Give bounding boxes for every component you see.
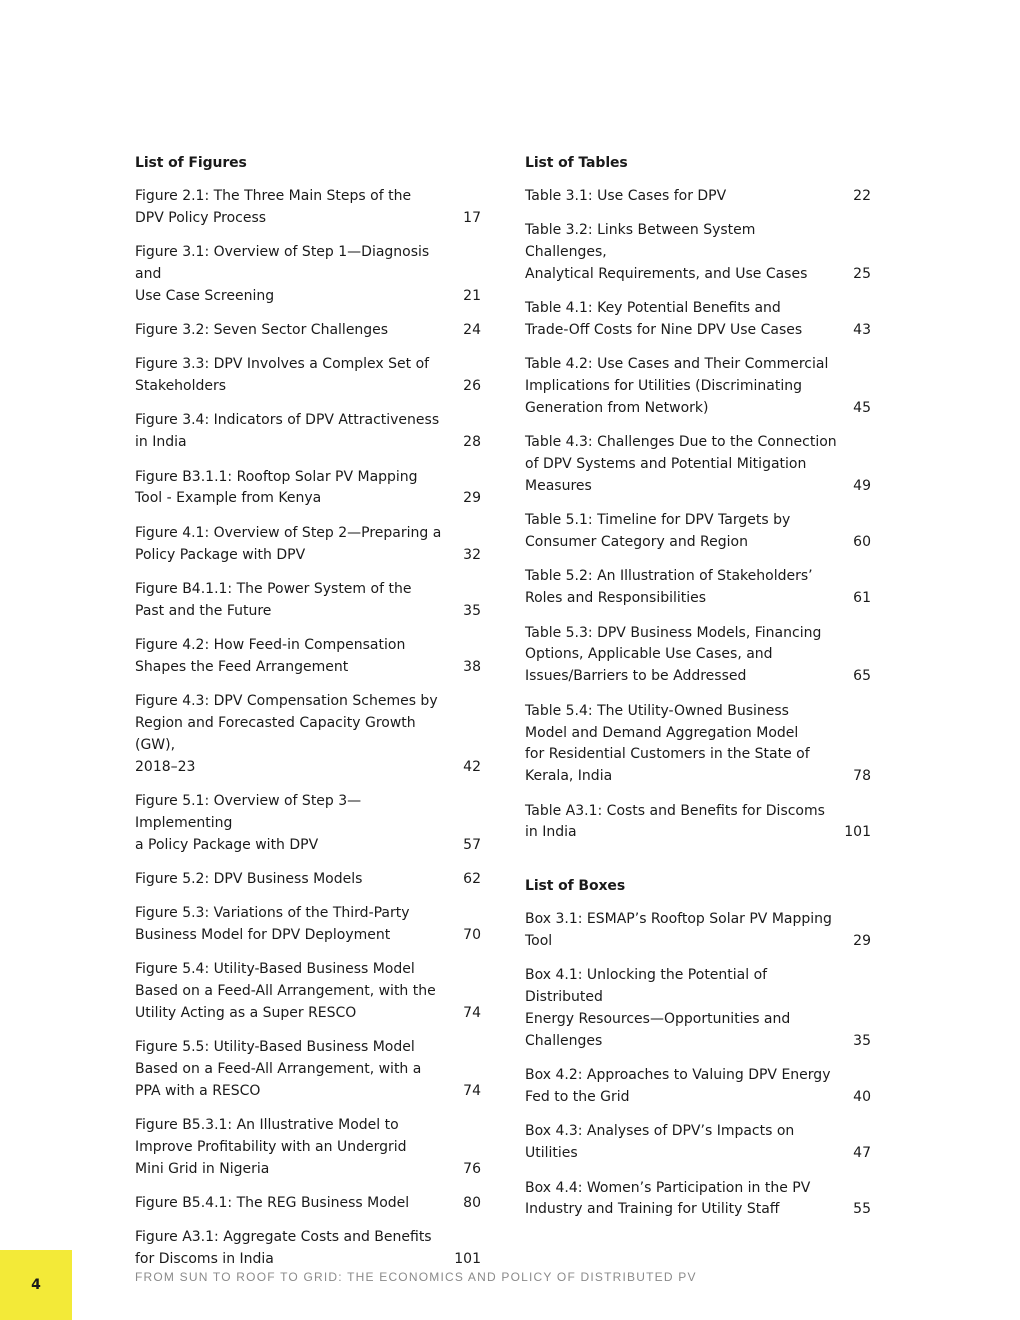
entry-title-line: Figure B4.1.1: The Power System of the: [135, 580, 412, 597]
entry-page-number: 25: [853, 266, 871, 283]
table-entry[interactable]: [525, 801, 871, 845]
entry-title-line: Region and Forecasted Capacity Growth (GW),: [135, 714, 416, 753]
entry-page-number: 60: [853, 534, 871, 551]
box-entry[interactable]: [525, 965, 871, 1053]
entry-title-line: Tool - Example from Kenya: [135, 490, 322, 507]
entry-title: [135, 242, 455, 308]
figure-entry[interactable]: [135, 467, 481, 511]
entry-title-line: Table 5.3: DPV Business Models, Financing: [525, 624, 822, 641]
entry-title-line: Tool: [525, 933, 553, 950]
entry-title-line: Figure B5.4.1: The REG Business Model: [135, 1195, 410, 1212]
entry-page-number: 101: [454, 1251, 481, 1268]
entry-title-line: Figure 5.5: Utility-Based Business Model: [135, 1039, 415, 1056]
figure-entry[interactable]: [135, 523, 481, 567]
entry-title: [135, 320, 455, 342]
entry-page-number: 47: [853, 1145, 871, 1162]
figure-entry[interactable]: [135, 1227, 481, 1271]
entry-page-number: 42: [463, 758, 481, 775]
entry-title-line: Based on a Feed-All Arrangement, with the: [135, 983, 436, 1000]
entry-page-number: 38: [463, 658, 481, 675]
entry-title: [135, 579, 455, 623]
list-of-figures-heading: List of Figures: [135, 155, 247, 171]
entry-page-number: 45: [853, 400, 871, 417]
entry-title: [135, 523, 455, 567]
entry-title-line: Consumer Category and Region: [525, 534, 748, 551]
entry-title-line: Table 5.1: Timeline for DPV Targets by: [525, 512, 791, 529]
entry-page-number: 32: [463, 546, 481, 563]
entry-page-number: 57: [463, 836, 481, 853]
table-entry[interactable]: [525, 701, 871, 789]
figure-entry[interactable]: [135, 410, 481, 454]
entry-title: [135, 691, 455, 779]
entry-page-number: 49: [853, 478, 871, 495]
entry-page-number: 80: [463, 1195, 481, 1212]
entry-title-line: in India: [525, 824, 577, 841]
entry-title-line: Table 4.1: Key Potential Benefits and: [525, 300, 781, 317]
entry-title-line: Use Case Screening: [135, 287, 275, 304]
entry-title-line: Roles and Responsibilities: [525, 590, 707, 607]
figure-entry[interactable]: [135, 1115, 481, 1181]
entry-page-number: 17: [463, 209, 481, 226]
entry-page-number: 24: [463, 322, 481, 339]
entry-title-line: Figure 4.2: How Feed-in Compensation: [135, 636, 406, 653]
entry-title-line: Figure A3.1: Aggregate Costs and Benefits: [135, 1229, 432, 1246]
entry-title: [135, 410, 455, 454]
entry-title-line: Utility Acting as a Super RESCO: [135, 1005, 357, 1022]
running-title: FROM SUN TO ROOF TO GRID: THE ECONOMICS AND POLICY OF DISTRIBUTED PV: [135, 1270, 697, 1284]
entry-title-line: Figure 3.3: DPV Involves a Complex Set of: [135, 356, 430, 373]
entry-title: [135, 467, 455, 511]
entry-title-line: Measures: [525, 478, 592, 495]
table-entry[interactable]: [525, 186, 871, 208]
entry-title-line: Policy Package with DPV: [135, 546, 306, 563]
entry-title-line: Issues/Barriers to be Addressed: [525, 668, 747, 685]
entry-title: [135, 186, 455, 230]
entry-title: [525, 1065, 845, 1109]
entry-title: [135, 635, 455, 679]
entry-page-number: 40: [853, 1089, 871, 1106]
entry-page-number: 21: [463, 287, 481, 304]
figure-entry[interactable]: [135, 691, 481, 779]
entry-title-line: Table 3.2: Links Between System Challenges,: [525, 222, 756, 261]
figure-entry[interactable]: [135, 354, 481, 398]
entry-page-number: 78: [853, 768, 871, 785]
entry-title-line: Analytical Requirements, and Use Cases: [525, 266, 808, 283]
entry-page-number: 70: [463, 927, 481, 944]
entry-title-line: Figure 5.3: Variations of the Third-Party: [135, 905, 410, 922]
entry-title-line: Business Model for DPV Deployment: [135, 927, 391, 944]
entry-title-line: Figure 4.1: Overview of Step 2—Preparing a: [135, 524, 442, 541]
left-column: [135, 152, 481, 1284]
entry-title-line: Figure 3.1: Overview of Step 1—Diagnosis and: [135, 244, 430, 283]
box-entry[interactable]: [525, 1178, 871, 1222]
entry-title: [525, 909, 845, 953]
entry-title-line: Fed to the Grid: [525, 1089, 630, 1106]
entry-title: [135, 903, 455, 947]
entry-page-number: 76: [463, 1161, 481, 1178]
figure-entry[interactable]: [135, 1193, 481, 1215]
entry-title-line: Figure B3.1.1: Rooftop Solar PV Mapping: [135, 468, 418, 485]
entry-title-line: Box 4.2: Approaches to Valuing DPV Energy: [525, 1067, 831, 1084]
figure-entry[interactable]: [135, 869, 481, 891]
figure-entry[interactable]: [135, 242, 481, 308]
entry-title-line: 2018–23: [135, 758, 196, 775]
entry-title: [525, 1121, 845, 1165]
entry-title: [525, 220, 845, 286]
entry-page-number: 35: [463, 602, 481, 619]
entry-title: [135, 1193, 455, 1215]
entry-title-line: for Residential Customers in the State of: [525, 746, 810, 763]
entry-title-line: PPA with a RESCO: [135, 1083, 261, 1100]
figure-entry[interactable]: [135, 579, 481, 623]
entry-page-number: 74: [463, 1005, 481, 1022]
entry-title-line: Generation from Network): [525, 400, 709, 417]
entry-title-line: Trade-Off Costs for Nine DPV Use Cases: [525, 322, 803, 339]
entry-title: [525, 965, 845, 1053]
entry-title-line: Figure B5.3.1: An Illustrative Model to: [135, 1117, 399, 1134]
entry-page-number: 55: [853, 1201, 871, 1218]
entry-page-number: 101: [844, 824, 871, 841]
entry-title-line: Based on a Feed-All Arrangement, with a: [135, 1061, 422, 1078]
boxes-list: [525, 909, 871, 1221]
entry-title-line: Box 4.1: Unlocking the Potential of Distributed: [525, 967, 768, 1006]
entry-title-line: Figure 3.4: Indicators of DPV Attractiveness: [135, 412, 440, 429]
entry-title: [135, 869, 455, 891]
figures-list: [135, 186, 481, 1271]
entry-title-line: Figure 4.3: DPV Compensation Schemes by: [135, 692, 438, 709]
entry-title-line: Model and Demand Aggregation Model: [525, 724, 799, 741]
entry-page-number: 62: [463, 870, 481, 887]
page-number-tab: [0, 1250, 72, 1320]
entry-title-line: Figure 5.2: DPV Business Models: [135, 870, 363, 887]
entry-title-line: in India: [135, 434, 187, 451]
table-entry[interactable]: [525, 432, 871, 498]
table-entry[interactable]: [525, 623, 871, 689]
entry-title: [525, 510, 845, 554]
list-of-boxes-heading: List of Boxes: [525, 878, 626, 895]
entry-title-line: of DPV Systems and Potential Mitigation: [525, 456, 807, 473]
entry-title: [525, 432, 845, 498]
entry-title-line: Industry and Training for Utility Staff: [525, 1201, 780, 1218]
entry-page-number: 29: [463, 490, 481, 507]
entry-page-number: 35: [853, 1033, 871, 1050]
table-entry[interactable]: [525, 566, 871, 610]
entry-title-line: Challenges: [525, 1033, 603, 1050]
entry-title: [135, 959, 455, 1025]
entry-page-number: 29: [853, 933, 871, 950]
entry-title-line: Table 5.2: An Illustration of Stakeholders’: [525, 568, 813, 585]
tables-list: [525, 186, 871, 844]
entry-title: [525, 701, 845, 789]
list-of-tables-heading: List of Tables: [525, 155, 628, 171]
entry-title-line: Improve Profitability with an Undergrid: [135, 1139, 407, 1156]
entry-page-number: 65: [853, 668, 871, 685]
entry-title-line: Table 5.4: The Utility-Owned Business: [525, 702, 789, 719]
entry-title: [135, 1115, 455, 1181]
entry-title-line: Past and the Future: [135, 602, 272, 619]
box-entry[interactable]: [525, 1121, 871, 1165]
box-entry[interactable]: [525, 909, 871, 953]
entry-title-line: Energy Resources—Opportunities and: [525, 1011, 791, 1028]
entry-title: [135, 791, 455, 857]
figure-entry[interactable]: [135, 186, 481, 230]
table-entry[interactable]: [525, 354, 871, 420]
page-number: 4: [31, 1277, 41, 1293]
entry-title: [525, 566, 845, 610]
entry-page-number: 22: [853, 188, 871, 204]
entry-title: [135, 1037, 455, 1103]
right-column: [525, 152, 871, 1234]
entry-title-line: Implications for Utilities (Discriminating: [525, 378, 802, 395]
entry-title-line: Figure 5.1: Overview of Step 3—Implementing: [135, 792, 362, 831]
entry-title: [525, 354, 845, 420]
entry-title: [135, 354, 455, 398]
entry-title-line: DPV Policy Process: [135, 209, 267, 226]
entry-page-number: 43: [853, 322, 871, 339]
entry-title-line: Figure 5.4: Utility-Based Business Model: [135, 961, 415, 978]
entry-title-line: Table A3.1: Costs and Benefits for Discoms: [525, 802, 825, 819]
entry-title-line: Table 3.1: Use Cases for DPV: [525, 188, 727, 204]
entry-title-line: Table 4.3: Challenges Due to the Connection: [525, 434, 837, 451]
figure-entry[interactable]: [135, 959, 481, 1025]
entry-title-line: Box 3.1: ESMAP’s Rooftop Solar PV Mapping: [525, 911, 832, 928]
figure-entry[interactable]: [135, 635, 481, 679]
entry-title-line: Table 4.2: Use Cases and Their Commercial: [525, 356, 829, 373]
entry-page-number: 74: [463, 1083, 481, 1100]
entry-title: [135, 1227, 454, 1271]
entry-page-number: 26: [463, 378, 481, 395]
entry-title: [525, 623, 845, 689]
entry-title-line: a Policy Package with DPV: [135, 836, 319, 853]
entry-title-line: Figure 2.1: The Three Main Steps of the: [135, 188, 412, 204]
entry-title-line: Box 4.4: Women’s Participation in the PV: [525, 1179, 811, 1196]
figure-entry[interactable]: [135, 320, 481, 342]
entry-title-line: Kerala, India: [525, 768, 613, 785]
figure-entry[interactable]: [135, 1037, 481, 1103]
entry-title-line: Options, Applicable Use Cases, and: [525, 646, 773, 663]
figure-entry[interactable]: [135, 903, 481, 947]
entry-title-line: for Discoms in India: [135, 1251, 274, 1268]
entry-title-line: Box 4.3: Analyses of DPV’s Impacts on: [525, 1123, 795, 1140]
table-entry[interactable]: [525, 220, 871, 286]
entry-title-line: Stakeholders: [135, 378, 227, 395]
entry-title: [525, 801, 844, 845]
entry-page-number: 28: [463, 434, 481, 451]
entry-title-line: Mini Grid in Nigeria: [135, 1161, 270, 1178]
entry-title: [525, 186, 845, 208]
entry-title: [525, 298, 845, 342]
entry-title-line: Utilities: [525, 1145, 578, 1162]
box-entry[interactable]: [525, 1065, 871, 1109]
table-entry[interactable]: [525, 298, 871, 342]
entry-page-number: 61: [853, 590, 871, 607]
entry-title: [525, 1178, 845, 1222]
table-entry[interactable]: [525, 510, 871, 554]
entry-title-line: Shapes the Feed Arrangement: [135, 658, 349, 675]
figure-entry[interactable]: [135, 791, 481, 857]
entry-title-line: Figure 3.2: Seven Sector Challenges: [135, 322, 389, 339]
